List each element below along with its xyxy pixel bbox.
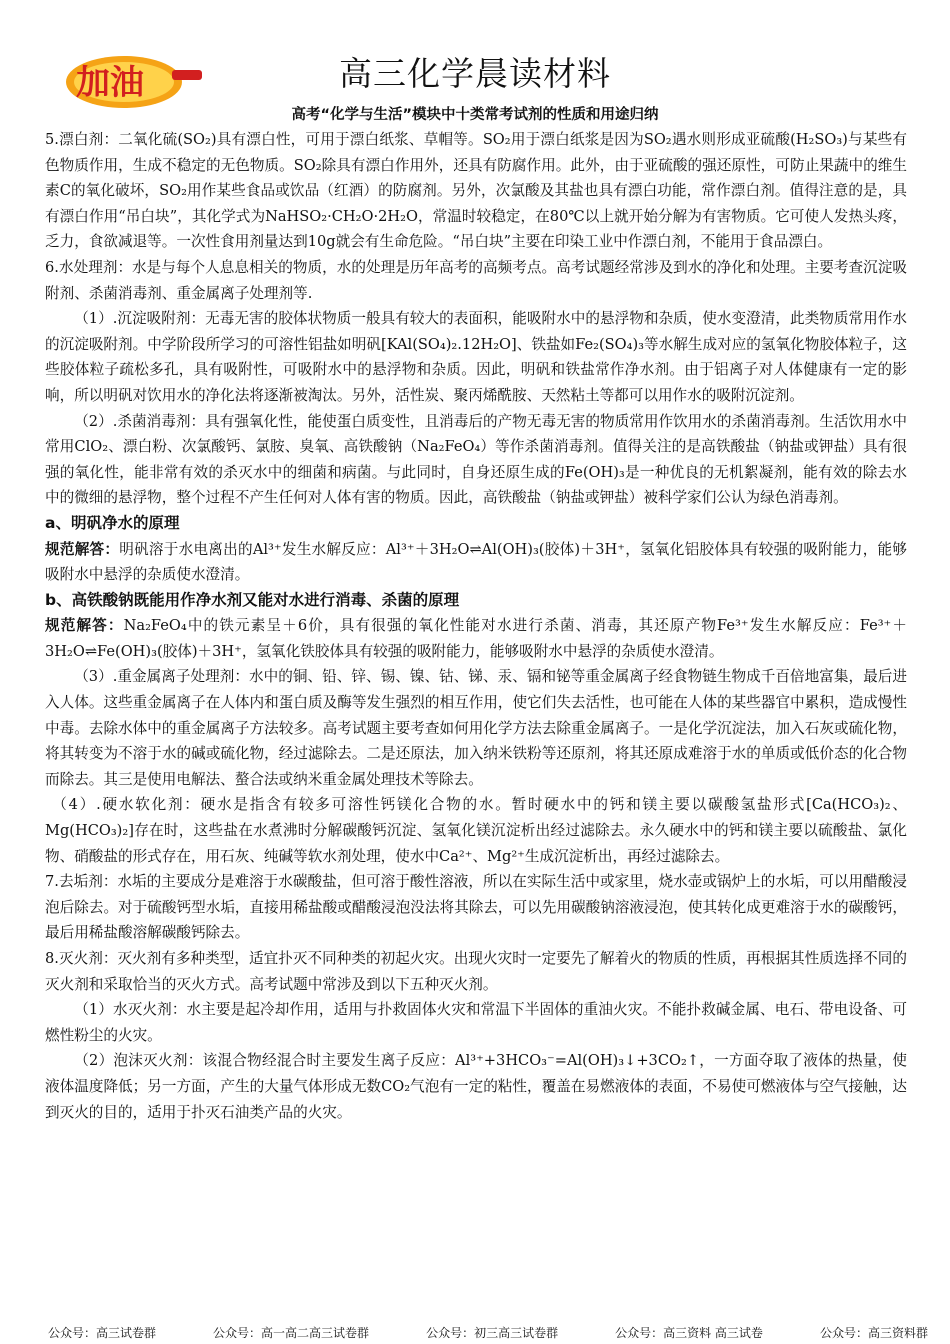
- heading-alum: a、明矾净水的原理: [45, 513, 180, 532]
- paragraph-heavy-metal: （3）.重金属离子处理剂：水中的铜、铅、锌、锡、镍、钴、锑、汞、镉和铋等重金属离子经食物链生物成千百倍地富集，最后进入人体。这些重金属离子在人体内和蛋白质及酶等发生强烈的相互作用，使它们失去活性，也可能在人体的某些器官中累积，造成慢性中毒。去除水体中的重金属离子方法较多。高考试题主要考查如何用化学方法去除重金属离子。一是化学沉淀法，加入石灰或硫化物，将其转变为不溶于水的碱或硫化物，经过滤除去。二是还原法，加入纳米铁粉等还原剂，将其还原成难溶于水的单质或低价态的化合物而除去。其三是使用电解法、螯合法或纳米重金属处理技术等除去。: [45, 668, 907, 788]
- ferrate-answer-text: Na₂FeO₄中的铁元素呈＋6价，具有很强的氧化性能对水进行杀菌、消毒，其还原产物Fe³⁺发生水解反应：Fe³⁺＋3H₂O⇌Fe(OH)₃(胶体)＋3H⁺，氢氧化铁胶体具有较强的吸附能力，能够吸附水中悬浮的杂质使水澄清。: [45, 617, 907, 660]
- answer-label: 规范解答：: [45, 540, 120, 558]
- answer-label: 规范解答：: [45, 617, 124, 635]
- footer-item: 公众号：高三资料群: [819, 1326, 928, 1340]
- paragraph-foam-extinguisher: （2）泡沫灭火剂：该混合物经混合时主要发生离子反应：Al³⁺+3HCO₃⁻=Al(OH)₃↓+3CO₂↑，一方面夺取了液体的热量，使液体温度降低；另一方面，产生的大量气体形成无数CO₂气泡有一定的粘性，覆盖在易燃液体的表面，不易使可燃液体与空气接触，达到灭火的目的，适用于扑灭石油类产品的火灾。: [45, 1052, 907, 1121]
- paragraph-ferrate-answer: [45, 613, 907, 664]
- paragraph-disinfectant: （2）.杀菌消毒剂：具有强氧化性，能使蛋白质变性，且消毒后的产物无毒无害的物质常用作饮用水的杀菌消毒剂。生活饮用水中常用ClO₂、漂白粉、次氯酸钙、氯胺、臭氧、高铁酸钠（Na₂FeO₄）等作杀菌消毒剂。值得关注的是高铁酸盐（钠盐或钾盐）具有很强的氧化性，能非常有效的杀灭水中的细菌和病菌。与此同时，自身还原生成的Fe(OH)₃是一种优良的无机絮凝剂，能有效的除去水中的微细的悬浮物，整个过程不产生任何对人体有害的物质。因此，高铁酸盐（钠盐或钾盐）被科学家们公认为绿色消毒剂。: [45, 412, 907, 507]
- page-title: 高三化学晨读材料: [339, 54, 611, 93]
- document-body: [45, 127, 907, 1125]
- footer-item: 公众号：初三高三试卷群: [426, 1326, 559, 1340]
- paragraph-hard-water: （4）.硬水软化剂：硬水是指含有较多可溶性钙镁化合物的水。暂时硬水中的钙和镁主要以碳酸氢盐形式[Ca(HCO₃)₂、Mg(HCO₃)₂]存在时，这些盐在水煮沸时分解碳酸钙沉淀、氢氧化镁沉淀析出经过滤除去。永久硬水中的钙和镁主要以硫酸盐、氯化物、硝酸盐的形式存在，用石灰、纯碱等软水剂处理，使水中Ca²⁺、Mg²⁺生成沉淀析出，再经过滤除去。: [45, 796, 907, 865]
- paragraph-adsorbent: （1）.沉淀吸附剂：无毒无害的胶体状物质一般具有较大的表面积，能吸附水中的悬浮物和杂质，使水变澄清，此类物质常用作水的沉淀吸附剂。中学阶段所学习的可溶性铝盐如明矾[KAl(SO₄)₂.12H₂O]、铁盐如Fe₂(SO₄)₃等水解生成对应的氢氧化物胶体粒子，这些胶体粒子疏松多孔，具有吸附性，可吸附水中的悬浮物和杂质。因此，明矾和铁盐常作净水剂。由于铝离子对人体健康有一定的影响，所以明矾对饮用水的净化法将逐渐被淘汰。另外，活性炭、聚丙烯酰胺、天然粘土等都可以用作水的吸附沉淀剂。: [45, 310, 907, 404]
- paragraph-extinguisher: 8.灭火剂：灭火剂有多种类型，适宜扑灭不同种类的初起火灾。出现火灾时一定要先了解着火的物质的性质，再根据其性质选择不同的灭火剂和采取恰当的灭火方式。高考试题中常涉及到以下五种灭火剂。: [45, 950, 907, 993]
- paragraph-water-treatment: 6.水处理剂：水是与每个人息息相关的物质，水的处理是历年高考的高频考点。高考试题经常涉及到水的净化和处理。主要考查沉淀吸附剂、杀菌消毒剂、重金属离子处理剂等.: [45, 258, 907, 302]
- paragraph-alum-answer: [45, 537, 907, 588]
- footer-item: 公众号：高三试卷群: [48, 1326, 157, 1340]
- paragraph-water-extinguisher: （1）水灭火剂：水主要是起冷却作用，适用与扑救固体火灾和常温下半固体的重油火灾。不能扑救碱金属、电石、带电设备、可燃性粉尘的火灾。: [45, 1001, 907, 1044]
- paragraph-bleach: 5.漂白剂：二氧化硫(SO₂)具有漂白性，可用于漂白纸浆、草帽等。SO₂用于漂白纸浆是因为SO₂遇水则形成亚硫酸(H₂SO₃)与某些有色物质作用，生成不稳定的无色物质。SO₂除具有漂白作用外，还具有防腐作用。此外，由于亚硫酸的强还原性，可防止果蔬中的维生素C的氧化破坏，SO₂用作某些食品或饮品（红酒）的防腐剂。另外，次氯酸及其盐也具有漂白功能，常作漂白剂。值得注意的是，具有漂白作用“吊白块”，其化学式为NaHSO₂·CH₂O·2H₂O，常温时较稳定，在80℃以上就开始分解为有害物质。它可使人发热头疼，乏力，食欲减退等。一次性食用剂量达到10g就会有生命危险。“吊白块”主要在印染工业中作漂白剂，不能用于食品漂白。: [45, 131, 907, 251]
- page-subtitle: 高考“化学与生活”模块中十类常考试剂的性质和用途归纳: [291, 107, 659, 123]
- logo-text: 加油: [76, 63, 144, 103]
- paragraph-descaler: 7.去垢剂：水垢的主要成分是难溶于水碳酸盐，但可溶于酸性溶液，所以在实际生活中或家里，烧水壶或锅炉上的水垢，可以用醋酸浸泡后除去。对于硫酸钙型水垢，直接用稀盐酸或醋酸浸泡没法将其除去，可以先用碳酸钠溶液浸泡，使其转化成更难溶于水的碳酸钙，最后用稀盐酸溶解碳酸钙除去。: [45, 873, 907, 942]
- alum-answer-text: 明矾溶于水电离出的Al³⁺发生水解反应：Al³⁺＋3H₂O⇌Al(OH)₃(胶体)＋3H⁺，氢氧化铝胶体具有较强的吸附能力，能够吸附水中悬浮的杂质使水澄清。: [45, 540, 907, 584]
- footer-item: 公众号：高三资料 高三试卷: [615, 1326, 763, 1340]
- footer: [48, 1324, 928, 1341]
- heading-ferrate: b、高铁酸钠既能用作净水剂又能对水进行消毒、杀菌的原理: [45, 590, 460, 609]
- footer-item: 公众号：高一高二高三试卷群: [213, 1326, 370, 1340]
